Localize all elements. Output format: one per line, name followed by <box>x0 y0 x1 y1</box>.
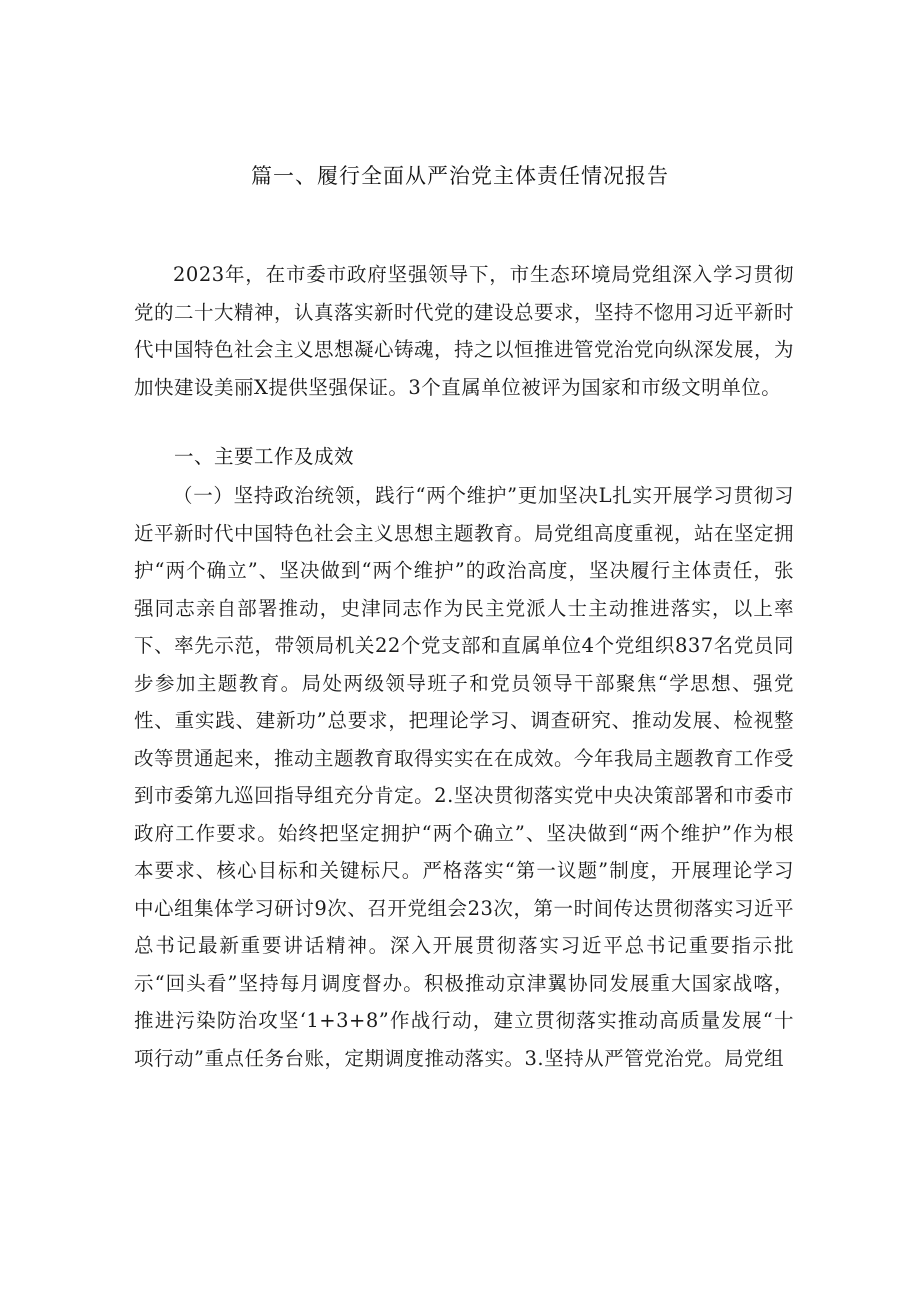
section-heading: 一、主要工作及成效 <box>174 445 355 468</box>
intro-paragraph: 2023年，在市委市政府坚强领导下，市生态环境局党组深入学习贯彻党的二十大精神，认真落实新时代党的建设总要求，坚持不惚用习近平新时代中国特色社会主义思想凝心铸魂，持之以恒推进管党治党向纵深发展，为加快建设美丽X提供坚强保证。3个直属单位被评为国家和市级文明单位。 <box>134 263 795 399</box>
document-title: 篇一、履行全面从严治党主体责任情况报告 <box>251 164 669 188</box>
section-paragraph: （一）坚持政治统领，践行“两个维护”更加坚决L扎实开展学习贯彻习近平新时代中国特色社会主义思想主题教育。局党组高度重视，站在坚定拥护“两个确立”、坚决做到“两个维护”的政治高度，坚决履行主体责任，张强同志亲自部署推动，史津同志作为民主党派人士主动推进落实，以上率下、率先示范，带领局机关22个党支部和直属单位4个党组织837名党员同步参加主题教育。局处两级领导班子和党员领导干部聚焦“学思想、强党性、重实践、建新功”总要求，把理论学习、调查研究、推动发展、检视整改等贯通起来，推动主题教育取得实实在在成效。今年我局主题教育工作受到市委第九巡回指导组充分肯定。2.坚决贯彻落实党中央决策部署和市委市政府工作要求。始终把坚定拥护“两个确立”、坚决做到“两个维护”作为根本要求、核心目标和关键标尺。严格落实“第一议题”制度，开展理论学习中心组集体学习研讨9次、召开党组会23次，第一时间传达贯彻落实习近平总书记最新重要讲话精神。深入开展贯彻落实习近平总书记重要指示批示“回头看”坚持每月调度督办。积极推动京津翼协同发展重大国家战喀，推进污染防治攻坚‘1+3+8”作战行动，建立贯彻落实推动高质量发展“十项行动”重点任务台账，定期调度推动落实。3.坚持从严管党治党。局党组 <box>134 484 794 1070</box>
